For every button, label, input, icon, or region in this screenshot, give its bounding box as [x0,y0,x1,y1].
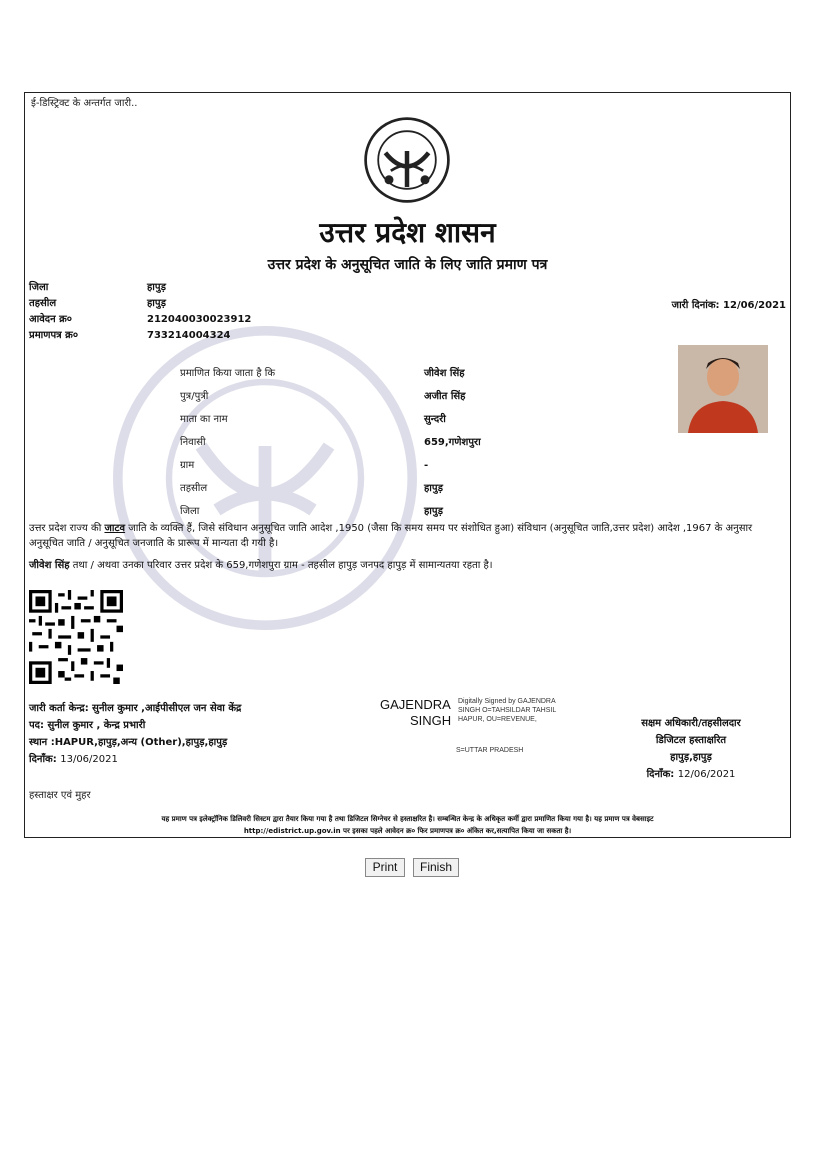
certification-paragraph [29,521,788,551]
issuer-place: स्थान :HAPUR,हापुड़,अन्य (Other),हापुड़,हापुड़ [29,737,228,748]
meta-certificate-no [29,327,231,341]
detail-value: सुन्दरी [424,414,446,425]
signature-state: S=UTTAR PRADESH [456,747,524,754]
detail-value: - [424,460,429,471]
top-note: ई-डिस्ट्रिक्ट के अन्तर्गत जारी.. [31,98,138,109]
person-photo-icon [678,345,768,433]
detail-row [180,388,466,402]
authority-block [591,715,791,783]
signature-detail: Digitally Signed by GAJENDRA SINGH O=TAHSILDAR TAHSIL HAPUR, OU=REVENUE, [458,698,556,723]
issuer-center: जारी कर्ता केन्द्र: सुनील कुमार ,आईपीसीएल जन सेवा केंद्र [29,703,242,714]
detail-label: प्रमाणित किया जाता है कि [180,368,276,379]
meta-value: 733214004324 [147,330,231,341]
meta-value: हापुड़ [147,282,166,293]
signer-name-line1: GAJENDRA [380,697,451,712]
authority-title: सक्षम अधिकारी/तहसीलदार [641,718,741,729]
signer-name [380,697,460,729]
meta-value: 212040030023912 [147,314,252,325]
detail-label: माता का नाम [180,414,228,425]
detail-value: 659,गणेशपुरा [424,437,481,448]
detail-row [180,480,443,494]
issue-date-label: जारी दिनांक: [671,300,720,311]
detail-row [180,434,481,448]
meta-tehsil [29,295,166,309]
issue-date [672,297,786,311]
detail-row [180,457,428,471]
detail-row [180,411,446,425]
meta-value: हापुड़ [147,298,166,309]
authority-signed: डिजिटल हस्ताक्षरित [655,735,727,746]
authority-place: हापुड़,हापुड़ [670,752,712,763]
certificate-subtitle: उत्तर प्रदेश के अनुसूचित जाति के लिए जाति प्रमाण पत्र [267,257,548,273]
meta-district [29,279,166,293]
meta-label: तहसील [29,298,57,309]
detail-label: निवासी [180,437,206,448]
issue-date-value: 12/06/2021 [723,300,786,311]
meta-label: आवेदन क्र० [29,314,73,325]
authority-date [591,766,791,783]
applicant-photo [678,345,768,433]
issuer-date-label: दिनाँक: [29,754,57,765]
issuer-post: पद: सुनील कुमार , केन्द्र प्रभारी [29,720,146,731]
detail-value: हापुड़ [424,483,443,494]
footnote [25,813,790,837]
issuer-block [29,700,241,768]
sign-and-seal-label: हस्ताक्षर एवं मुहर [29,790,91,801]
detail-label: तहसील [180,483,208,494]
detail-label: ग्राम [180,460,195,471]
footnote-line-1: यह प्रमाण पत्र इलेक्ट्रॉनिक डिलिवरी सिस्टम द्वारा तैयार किया गया है तथा डिजिटल सिग्नेचर से हस्ताक्षरित है। सम्बन्धित केन्द्र के अधिकृत कर्मी द्वारा प्रमाणित किया गया है। यह प्रमाण पत्र वेबसाइट [161,815,654,823]
caste-name: जाटव [104,523,126,534]
applicant-name: जीवेश सिंह [29,560,70,571]
detail-row [180,503,443,517]
issuer-date-value: 13/06/2021 [60,754,118,765]
authority-date-label: दिनाँक: [646,769,675,780]
authority-date-value: 12/06/2021 [677,769,736,780]
certificate-title: उत्तर प्रदेश शासन [319,216,496,249]
detail-value: हापुड़ [424,506,443,517]
signer-name-line2: SINGH [410,713,452,728]
para-text: उत्तर प्रदेश राज्य की [29,523,105,534]
para-text: जाति के व्यक्ति हैं, जिसे संविधान अनुसूचित जाति आदेश ,1950 (जैसा कि समय समय पर संशोधित हुआ) संविधान (अनुसूचित जाति,उत्तर प्रदेश) आदेश ,1967 के अनुसार अनुसूचित जाति / अनुसूचित जनजाति के प्रारूप में मान्यता दी गयी है। [29,523,753,549]
detail-value: अजीत सिंह [424,391,466,402]
residence-paragraph [29,558,788,573]
meta-label: जिला [29,282,49,293]
meta-label: प्रमाणपत्र क्र० [29,330,79,341]
detail-label: पुत्र/पुत्री [180,391,209,402]
issuer-date [29,751,241,768]
print-button[interactable]: Print [365,858,405,877]
residence-text: तथा / अथवा उनका परिवार उत्तर प्रदेश के 659,गणेशपुरा ग्राम - तहसील हापुड़ जनपद हापुड़ में सामान्यतया रहता है। [69,560,493,571]
detail-label: जिला [180,506,200,517]
up-govt-emblem-icon [362,115,452,205]
finish-button[interactable]: Finish [413,858,459,877]
detail-value: जीवेश सिंह [424,368,465,379]
meta-application-no [29,311,251,325]
certificate-frame [24,92,791,838]
footnote-line-2: http://edistrict.up.gov.in पर इसका पहले आवेदन क्र० फिर प्रमाणपत्र क्र० अंकित कर,सत्यापित किया जा सकता है। [243,827,572,835]
detail-row [180,365,465,379]
qr-code-icon [29,590,123,684]
